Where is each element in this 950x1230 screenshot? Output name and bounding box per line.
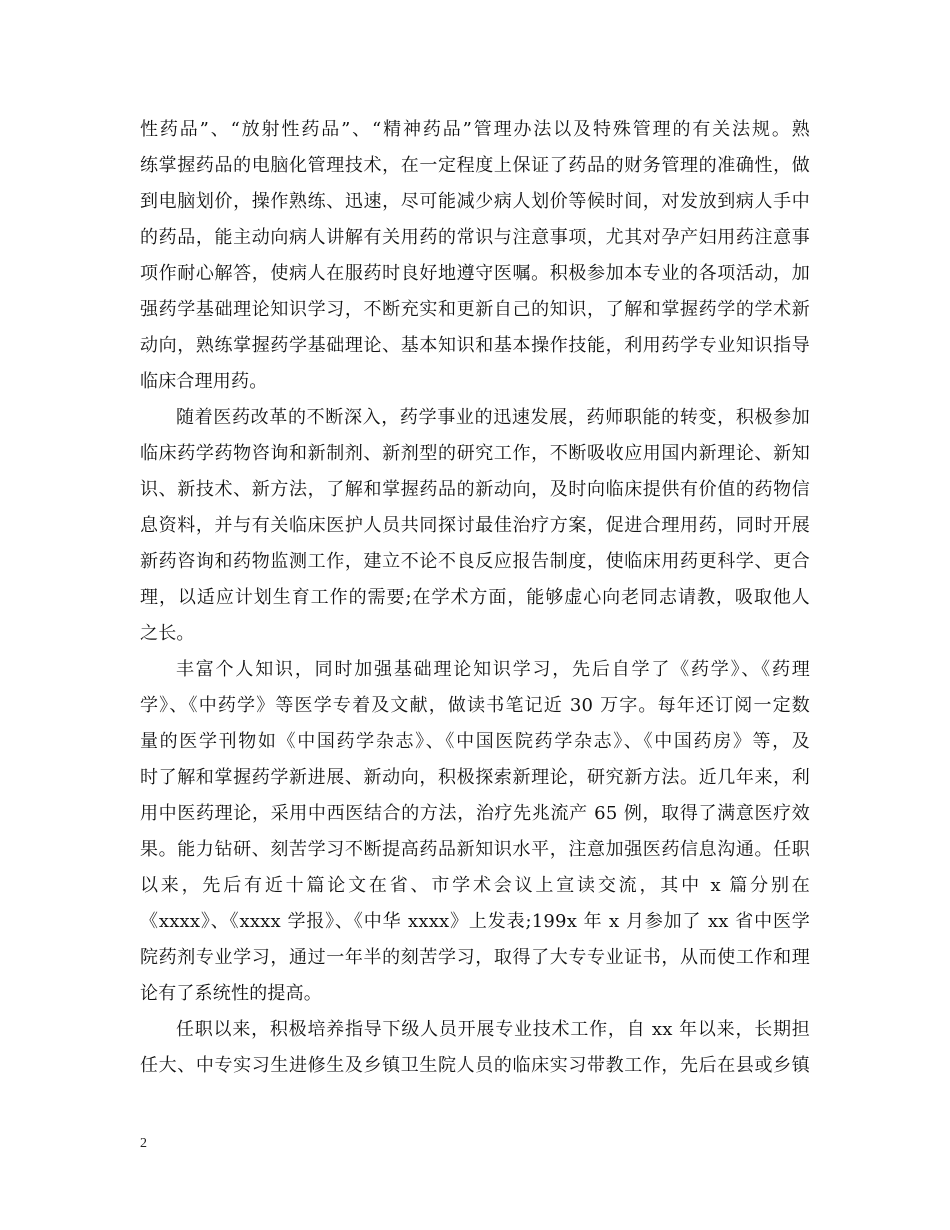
- text-line: 任职以来，积极培养指导下级人员开展专业技术工作，自 xx 年以来，长期担: [176, 1019, 810, 1040]
- text-line: 丰富个人知识，同时加强基础理论知识学习，先后自学了《药学》、《药理: [176, 659, 810, 680]
- text-line: 随着医药改革的不断深入，药学事业的迅速发展，药师职能的转变，积极参加: [176, 407, 810, 428]
- page-number: 2: [140, 1136, 147, 1151]
- text-line: 息资料，并与有关临床医护人员共同探讨最佳治疗方案，促进合理用药，同时开展: [140, 515, 810, 536]
- document-body: [140, 112, 810, 1084]
- text-line: 学》、《中药学》等医学专着及文献，做读书笔记近 30 万字。每年还订阅一定数: [140, 695, 810, 716]
- text-line: 临床合理用药。: [140, 371, 268, 392]
- text-line: 果。能力钻研、刻苦学习不断提高药品新知识水平，注意加强医药信息沟通。任职: [140, 839, 810, 860]
- text-line: 识、新技术、新方法，了解和掌握药品的新动向，及时向临床提供有价值的药物信: [140, 479, 810, 500]
- text-line: 新药咨询和药物监测工作，建立不论不良反应报告制度，使临床用药更科学、更合: [140, 551, 810, 572]
- text-line: 任大、中专实习生进修生及乡镇卫生院人员的临床实习带教工作，先后在县或乡镇: [140, 1055, 810, 1076]
- paragraph-2: [140, 400, 810, 652]
- text-line: 之长。: [140, 623, 195, 644]
- text-line: 量的医学刊物如《中国药学杂志》、《中国医院药学杂志》、《中国药房》等，及: [140, 731, 810, 752]
- text-line: 临床药学药物咨询和新制剂、新剂型的研究工作，不断吸收应用国内新理论、新知: [140, 443, 810, 464]
- text-line: 用中医药理论，采用中西医结合的方法，治疗先兆流产 65 例，取得了满意医疗效: [140, 803, 810, 824]
- text-line: 论有了系统性的提高。: [140, 983, 322, 1004]
- text-line: 的药品，能主动向病人讲解有关用药的常识与注意事项，尤其对孕产妇用药注意事: [140, 227, 810, 248]
- text-line: 性药品”、“放射性药品”、“精神药品”管理办法以及特殊管理的有关法规。熟: [140, 119, 810, 140]
- text-line: 《xxxx》、《xxxx 学报》、《中华 xxxx》上发表;199x 年 x 月参加了 xx 省中医学: [140, 911, 810, 932]
- text-line: 动向，熟练掌握药学基础理论、基本知识和基本操作技能，利用药学专业知识指导: [140, 335, 810, 356]
- text-line: 时了解和掌握药学新进展、新动向，积极探索新理论，研究新方法。近几年来，利: [140, 767, 810, 788]
- paragraph-3: [140, 652, 810, 1012]
- text-line: 项作耐心解答，使病人在服药时良好地遵守医嘱。积极参加本专业的各项活动，加: [140, 263, 810, 284]
- paragraph-4: [140, 1012, 810, 1084]
- text-line: 理，以适应计划生育工作的需要;在学术方面，能够虚心向老同志请教，吸取他人: [140, 587, 810, 608]
- text-line: 院药剂专业学习，通过一年半的刻苦学习，取得了大专专业证书，从而使工作和理: [140, 947, 810, 968]
- text-line: 到电脑划价，操作熟练、迅速，尽可能减少病人划价等候时间，对发放到病人手中: [140, 191, 810, 212]
- text-line: 强药学基础理论知识学习，不断充实和更新自己的知识，了解和掌握药学的学术新: [140, 299, 810, 320]
- text-line: 练掌握药品的电脑化管理技术，在一定程度上保证了药品的财务管理的准确性，做: [140, 155, 810, 176]
- text-line: 以来，先后有近十篇论文在省、市学术会议上宣读交流，其中 x 篇分别在: [140, 875, 810, 896]
- paragraph-1: [140, 112, 810, 400]
